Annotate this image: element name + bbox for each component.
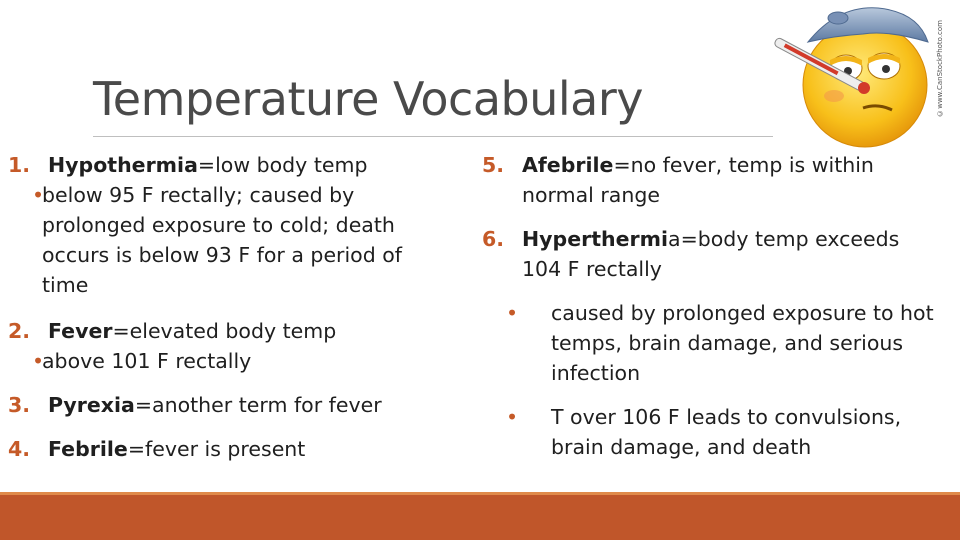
item-number: 2. (8, 319, 31, 343)
bullet-icon: • (506, 301, 519, 325)
sub-bullet-text: caused by prolonged exposure to hot temps, brain damage, and serious infection (551, 301, 934, 385)
bullet-icon: • (506, 405, 519, 429)
list-item (8, 316, 428, 346)
vocab-definition: =no fever, temp is within normal range (522, 153, 874, 207)
vocab-term: Pyrexia (48, 393, 135, 417)
vocab-definition: =fever is present (127, 437, 306, 461)
vocab-definition: =elevated body temp (112, 319, 337, 343)
item-number: 4. (8, 437, 31, 461)
bullet-icon: • (32, 183, 45, 207)
vocab-definition: =another term for fever (134, 393, 382, 417)
vocab-term-suffix: a (668, 227, 681, 251)
vocab-term: Hyperthermi (522, 227, 669, 251)
bullet-icon: • (32, 349, 45, 373)
item-number: 6. (482, 227, 505, 251)
sub-bullet (32, 180, 428, 300)
vocab-term: Hypothermia (48, 153, 198, 177)
item-number: 5. (482, 153, 505, 177)
list-item (482, 150, 952, 210)
sub-bullet (506, 402, 952, 462)
vocab-definition: =body temp exceeds 104 F rectally (522, 227, 900, 281)
sub-bullet (32, 346, 428, 376)
list-item (8, 150, 428, 180)
sick-emoji-icon (768, 0, 960, 150)
left-column (8, 150, 428, 464)
sub-bullet-text: T over 106 F leads to convulsions, brain damage, and death (551, 405, 902, 459)
slide-title: Temperature Vocabulary (93, 72, 643, 126)
list-item (8, 390, 428, 420)
vocab-term: Fever (48, 319, 113, 343)
title-underline (93, 136, 773, 137)
sub-bullet-text: below 95 F rectally; caused by prolonged exposure to cold; death occurs is below 93 F for a period of time (42, 183, 403, 297)
item-number: 1. (8, 153, 31, 177)
item-number: 3. (8, 393, 31, 417)
sub-bullet (506, 298, 952, 388)
list-item (482, 224, 952, 284)
right-column (482, 150, 952, 462)
vocab-term: Afebrile (522, 153, 614, 177)
copyright-watermark: ©www.CanStockPhoto.com (936, 20, 944, 117)
footer-bar (0, 495, 960, 540)
vocab-term: Febrile (48, 437, 128, 461)
list-item (8, 434, 428, 464)
sub-bullet-text: above 101 F rectally (42, 349, 252, 373)
vocab-definition: =low body temp (197, 153, 368, 177)
